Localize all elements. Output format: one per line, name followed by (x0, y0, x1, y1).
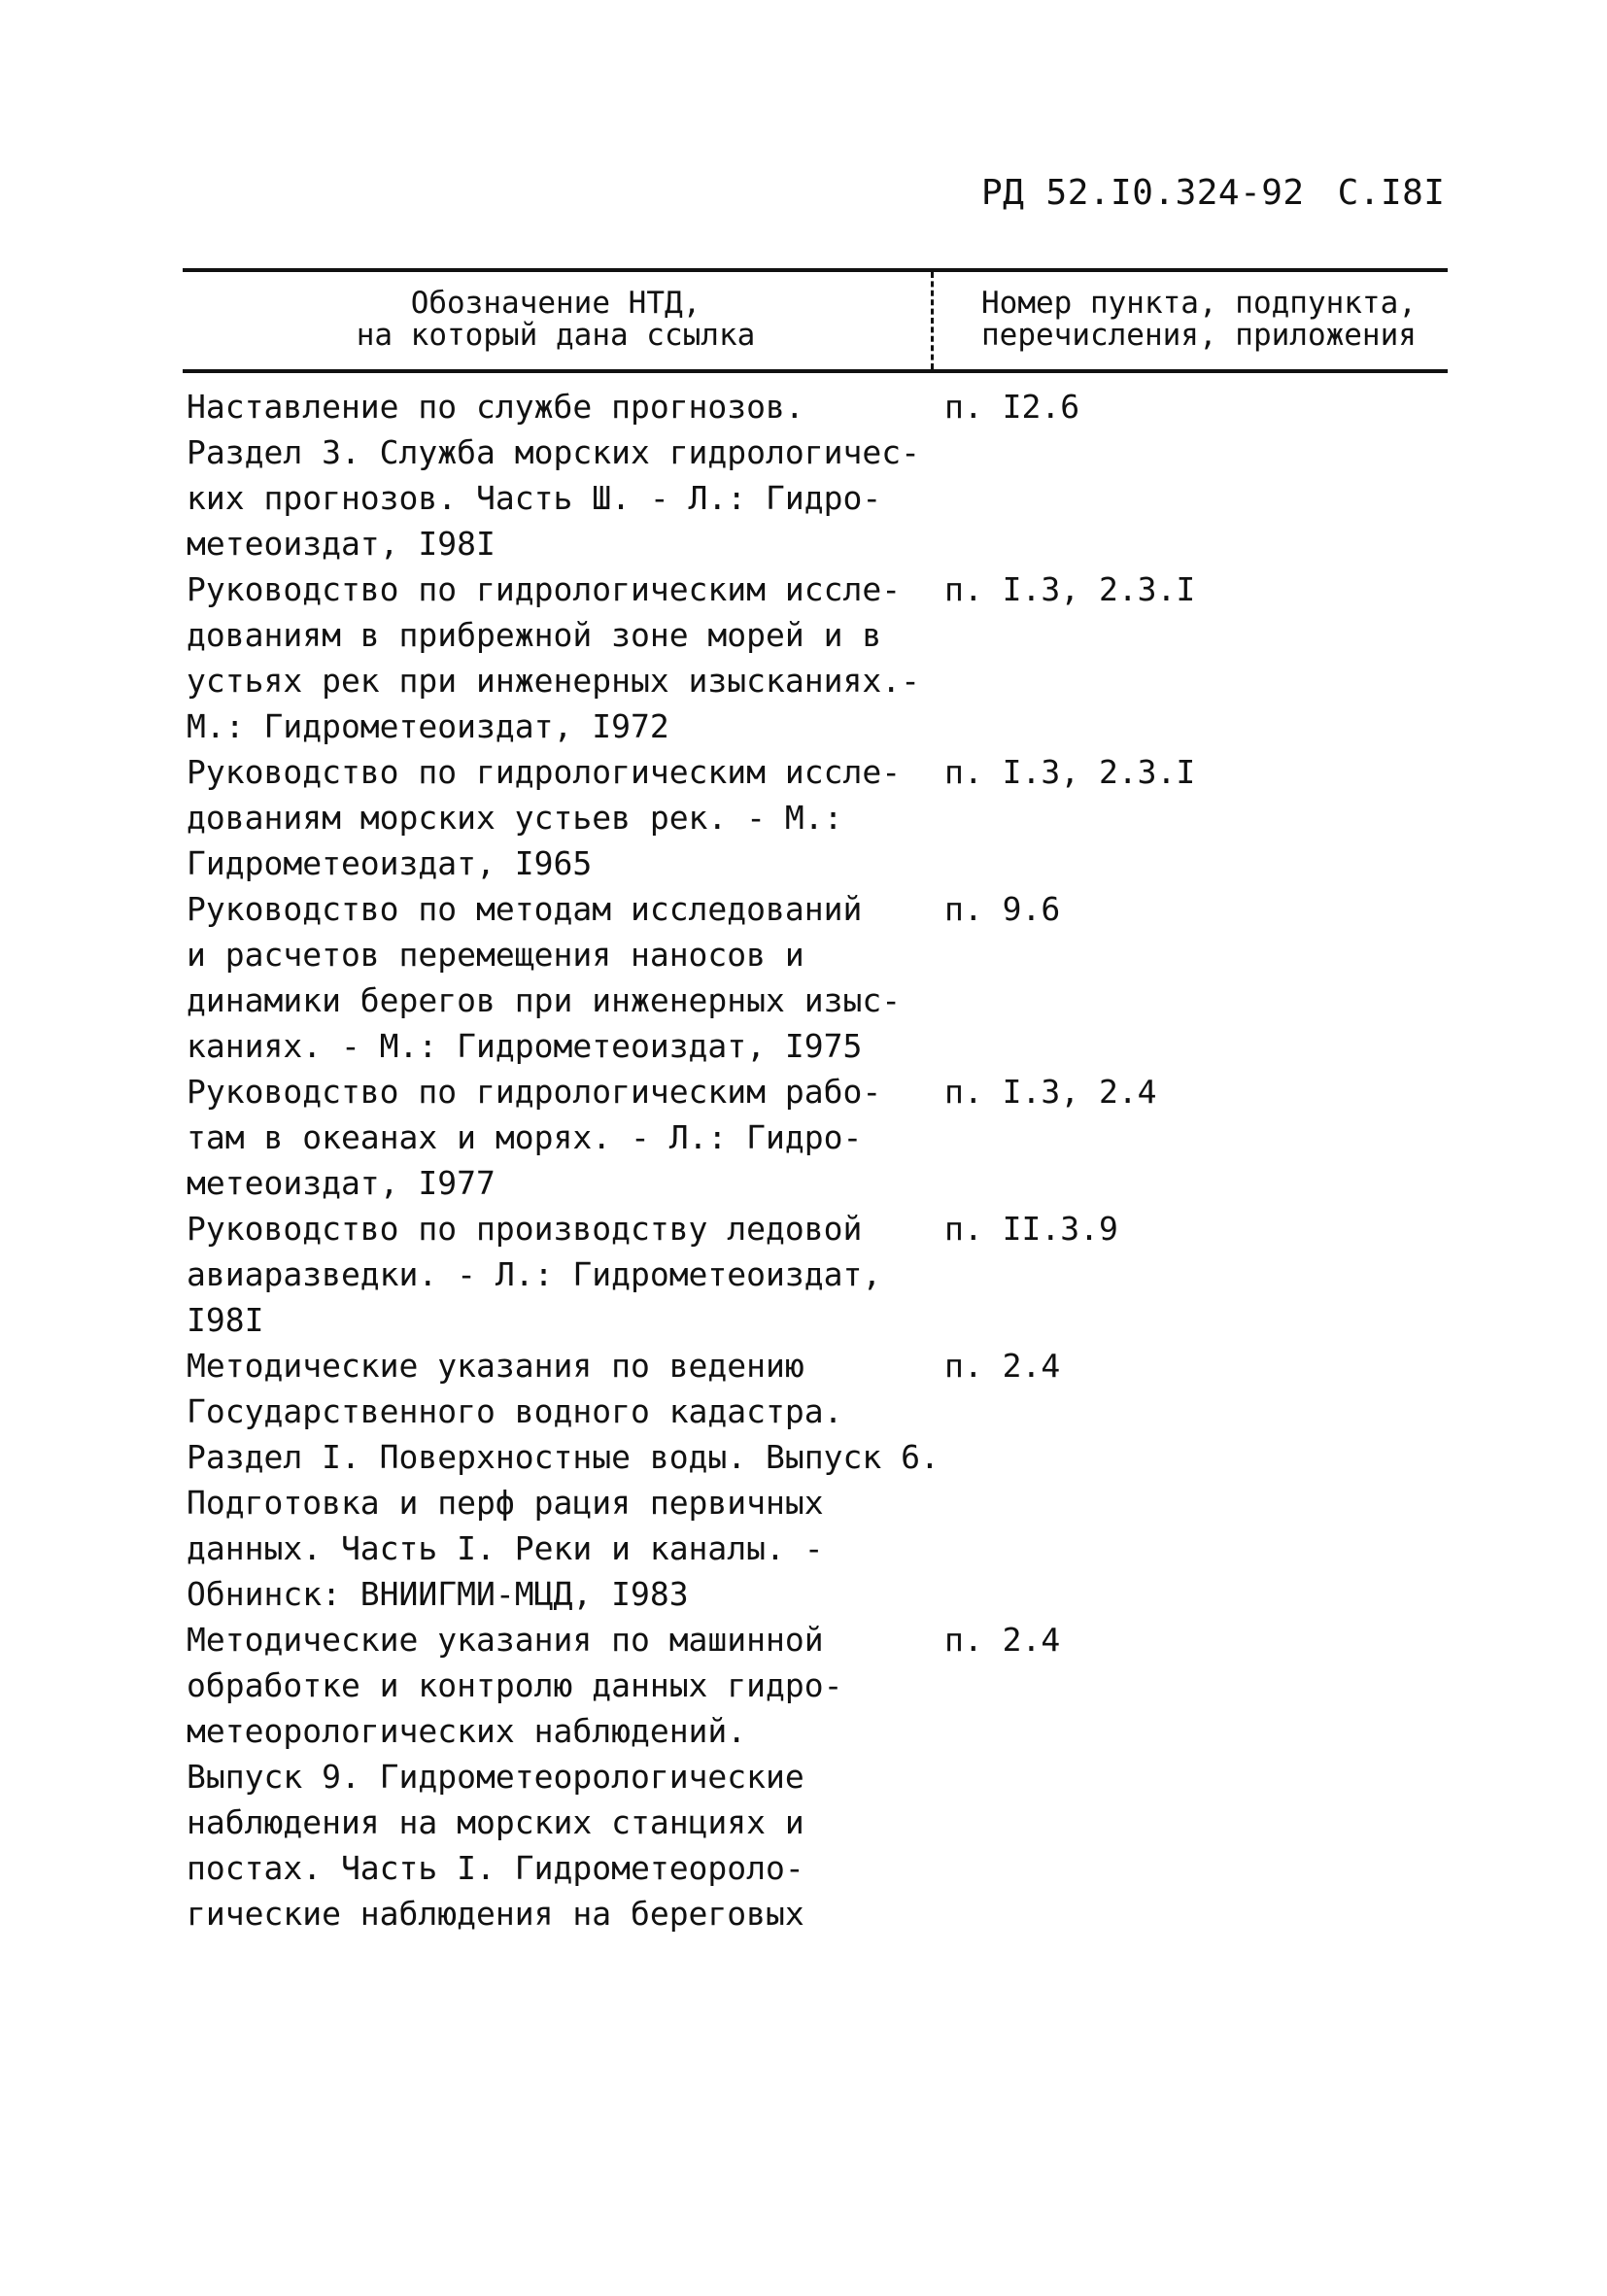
reference-entry (187, 1206, 1450, 1343)
entry-title-line: авиаразведки. - Л.: Гидрометеоиздат, (187, 1255, 882, 1293)
entry-title-line: динамики берегов при инженерных изыс- (187, 981, 902, 1019)
entry-title-line: Руководство по производству ледовой (187, 1210, 863, 1248)
entry-title-line: устьях рек при инженерных изысканиях.- (187, 662, 920, 700)
reference-list (187, 384, 1450, 1936)
table-header (183, 268, 1448, 373)
entry-title-line: Руководство по гидрологическим иссле- (187, 753, 902, 791)
entry-reference-number: п. II.3.9 (944, 1210, 1118, 1248)
reference-entry (187, 749, 1450, 886)
entry-title-line: данных. Часть I. Реки и каналы. - (187, 1529, 824, 1567)
document-code: РД 52.I0.324-92 (981, 173, 1305, 213)
entry-title-line: I98I (187, 1301, 264, 1339)
entry-title-line: обработке и контролю данных гидро- (187, 1666, 843, 1704)
entry-document-title (187, 749, 944, 886)
entry-title-line: Методические указания по ведению (187, 1347, 804, 1385)
entry-title-line: наблюдения на морских станциях и (187, 1803, 804, 1841)
entry-title-line: метеорологических наблюдений. (187, 1712, 747, 1750)
entry-document-title (187, 1206, 944, 1343)
reference-entry (187, 384, 1450, 566)
entry-reference-number: п. 9.6 (944, 890, 1061, 928)
entry-title-line: дованиям морских устьев рек. - М.: (187, 799, 843, 837)
entry-document-title (187, 886, 944, 1069)
column-header-document-line-2: на который дана ссылка (356, 318, 756, 353)
entry-document-title (187, 1617, 944, 1936)
entry-title-line: Гидрометеоиздат, I965 (187, 844, 593, 882)
entry-title-line: каниях. - М.: Гидрометеоиздат, I975 (187, 1027, 863, 1065)
entry-title-line: Руководство по гидрологическим рабо- (187, 1073, 882, 1111)
reference-entry (187, 886, 1450, 1069)
entry-title-line: метеоиздат, I977 (187, 1164, 496, 1202)
entry-title-line: Раздел I. Поверхностные воды. Выпуск 6. (187, 1438, 940, 1476)
column-header-document-line-1: Обозначение НТД, (410, 286, 701, 321)
entry-title-line: там в океанах и морях. - Л.: Гидро- (187, 1118, 863, 1156)
reference-entry (187, 1617, 1450, 1936)
column-header-document (183, 288, 929, 352)
column-header-reference (981, 288, 1417, 352)
reference-entry (187, 1069, 1450, 1206)
entry-title-line: Методические указания по машинной (187, 1621, 824, 1659)
entry-title-line: Наставление по службе прогнозов. (187, 388, 804, 426)
entry-title-line: Выпуск 9. Гидрометеорологические (187, 1758, 804, 1796)
entry-document-title (187, 384, 944, 566)
entry-title-line: Раздел 3. Служба морских гидрологичес- (187, 433, 920, 471)
entry-reference-number: п. 2.4 (944, 1621, 1061, 1659)
entry-title-line: дованиям в прибрежной зоне морей и в (187, 616, 882, 654)
entry-title-line: метеоиздат, I98I (187, 525, 496, 563)
entry-title-line: Руководство по методам исследований (187, 890, 863, 928)
entry-title-line: Обнинск: ВНИИГМИ-МЦД, I983 (187, 1575, 689, 1613)
entry-title-line: ких прогнозов. Часть Ш. - Л.: Гидро- (187, 479, 882, 517)
column-header-reference-line-2: перечисления, приложения (981, 318, 1417, 353)
entry-title-line: постах. Часть I. Гидрометеороло- (187, 1849, 804, 1887)
entry-reference-number: п. I.3, 2.3.I (944, 570, 1196, 608)
entry-title-line: Государственного водного кадастра. (187, 1392, 843, 1430)
reference-entry (187, 566, 1450, 749)
entry-title-line: и расчетов перемещения наносов и (187, 936, 804, 974)
column-header-reference-line-1: Номер пункта, подпункта, (981, 286, 1417, 321)
page-header (981, 173, 1445, 213)
entry-reference-number: п. 2.4 (944, 1347, 1061, 1385)
entry-document-title (187, 1343, 944, 1617)
reference-entry (187, 1343, 1450, 1617)
entry-reference-number: п. I.3, 2.3.I (944, 753, 1196, 791)
entry-document-title (187, 566, 944, 749)
entry-reference-number: п. I2.6 (944, 388, 1080, 426)
entry-title-line: гические наблюдения на береговых (187, 1895, 804, 1933)
entry-reference-number: п. I.3, 2.4 (944, 1073, 1157, 1111)
column-divider (931, 272, 934, 369)
entry-document-title (187, 1069, 944, 1206)
entry-title-line: Руководство по гидрологическим иссле- (187, 570, 902, 608)
entry-title-line: Подготовка и перф рация первичных (187, 1484, 824, 1522)
page-number: С.I8I (1337, 173, 1446, 213)
entry-title-line: М.: Гидрометеоиздат, I972 (187, 707, 669, 745)
